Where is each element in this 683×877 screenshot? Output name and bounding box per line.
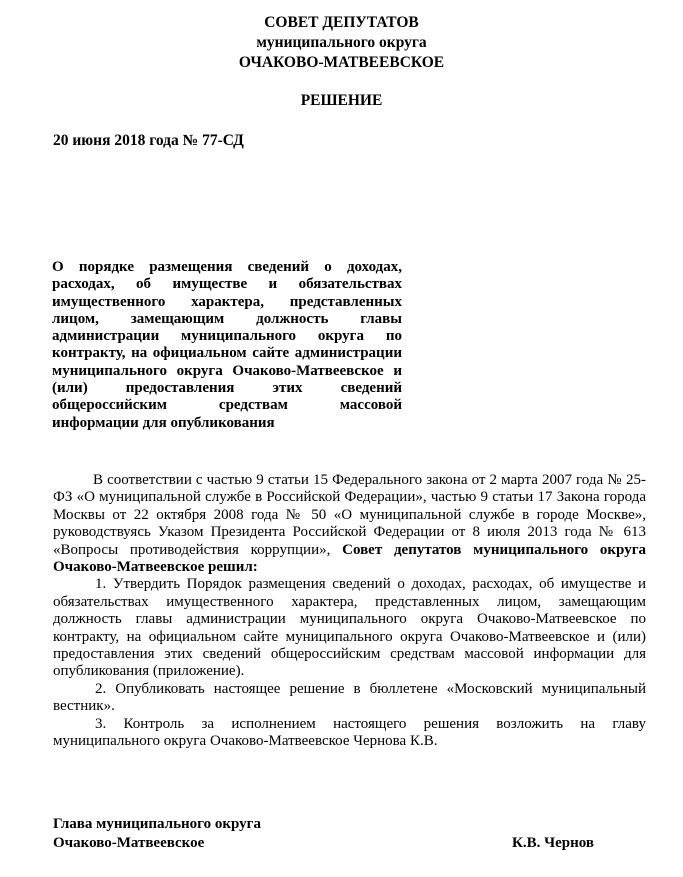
signatory-title-line2: Очаково-Матвеевское: [53, 835, 205, 851]
decided-clause: Совет депутатов муниципального округа Очаково-Матвеевское решил:: [53, 541, 647, 576]
subject-text: О порядке размещения сведений о доходах, расходах, об имуществе и обязательствах имущественного характера, представленных лицом, замещающим должность главы администрации муниципального округа по контракту, на официальном сайте администрации муниципального округа Очаково-Матвеевское и (или) предоставления этих сведений общероссийским средствам массовой: [52, 259, 402, 414]
signatory-title-line1: Глава муниципального округа: [53, 816, 261, 832]
date-and-number: 20 июня 2018 года № 77-СД: [53, 132, 244, 149]
signatory-name: К.В. Чернов: [512, 835, 595, 851]
document-type: РЕШЕНИЕ: [300, 92, 383, 109]
decision-item-1: 1. Утвердить Порядок размещения сведений о доходах, расходах, об имуществе и обязательствах имущественного характера, представленных лицом, замещающим должность главы администрации муниципального округа Очаково-Матвеевское по контракту, на официальном сайте муниципального округа Очаково-Матвеевское и (или) предоставления этих сведений общероссийским средствам массовой информации для опубликования (приложение).: [53, 576, 646, 680]
council-name: СОВЕТ ДЕПУТАТОВ: [264, 14, 419, 31]
district-name: ОЧАКОВО-МАТВЕЕВСКОЕ: [238, 54, 445, 71]
decision-item-3: 3. Контроль за исполнением настоящего решения возложить на главу муниципального округа Очаково-Матвеевское Чернова К.В.: [53, 715, 646, 750]
preamble-text: В соответствии с частью 9 статьи 15 Федерального закона от 2 марта 2007 года № 25-ФЗ «О муниципальной службе в Российской Федерации», частью 9 статьи 17 Закона города Москвы от 22 октября 2008 года № 50 «О муниципальной службе в городе Москве», руководствуясь Указом Президента Российской Федерации от 8 июля 2013 года № 613 «Вопросы противодействия коррупции»,: [53, 472, 646, 558]
subject-text-last-line: информации для опубликования: [52, 414, 275, 431]
decision-body: [53, 472, 646, 751]
preamble-paragraph: [53, 472, 646, 576]
decision-item-2: 2. Опубликовать настоящее решение в бюллетене «Московский муниципальный вестник».: [53, 680, 646, 715]
council-subtitle: муниципального округа: [256, 34, 427, 51]
decision-subject: [52, 259, 402, 432]
